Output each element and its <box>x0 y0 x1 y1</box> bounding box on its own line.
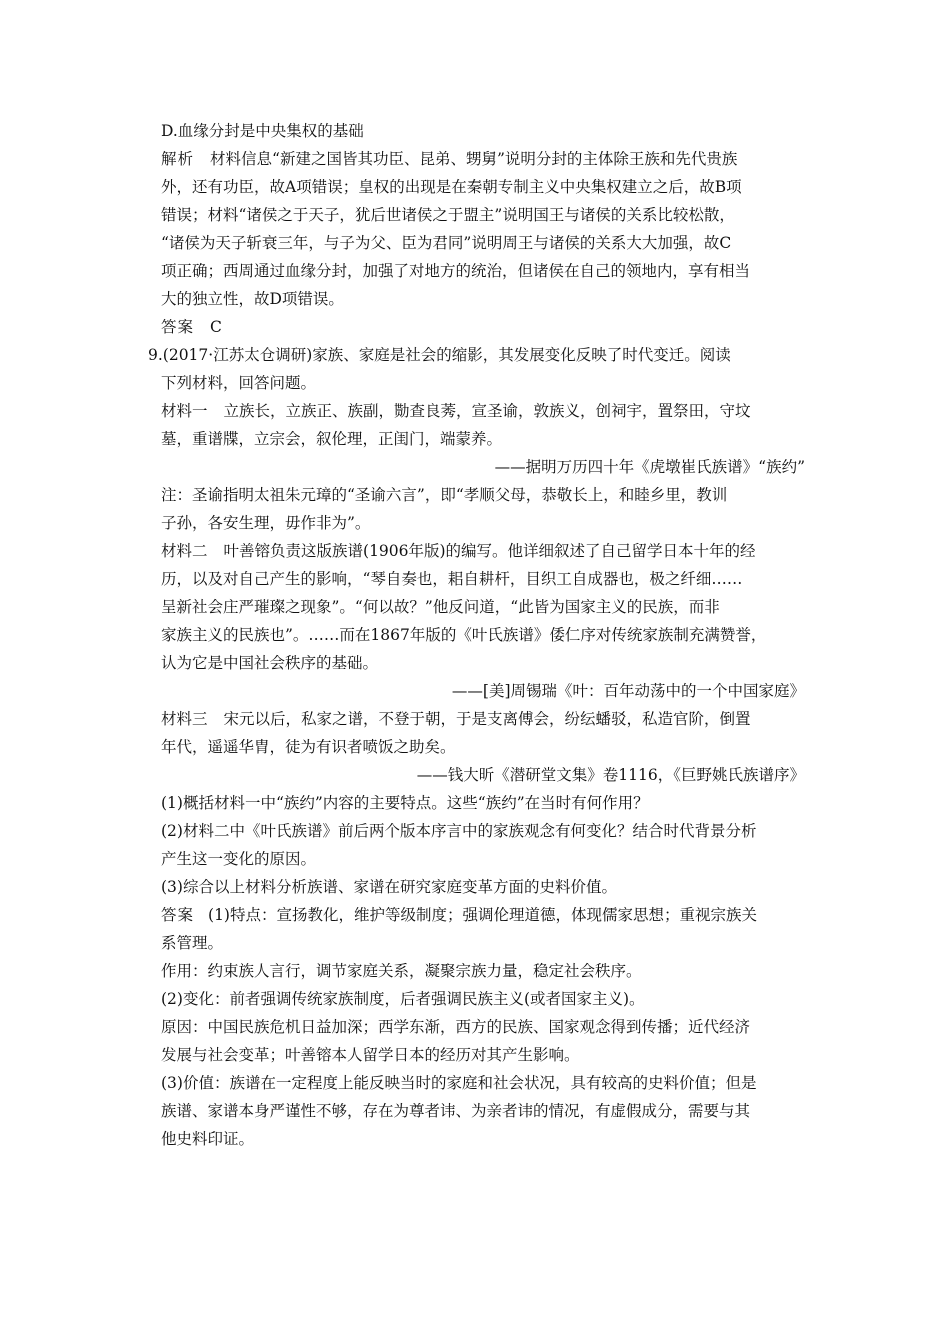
material-2-line-2: 历，以及对自己产生的影响，“琴自奏也，耜自耕杆，目织工自成器也，极之纤细…… <box>161 570 743 588</box>
analysis-line-4: “诸侯为天子斩衰三年，与子为父、臣为君同”说明周王与诸侯的关系大大加强，故C <box>161 234 732 252</box>
material-3-label: 材料三 <box>161 710 208 728</box>
material-2-label: 材料二 <box>161 542 208 560</box>
analysis-line-3: 错误；材料“诸侯之于天子，犹后世诸侯之于盟主”说明国王与诸侯的关系比较松散， <box>161 206 735 224</box>
answer-9-reason-line-2: 发展与社会变革；叶善镕本人留学日本的经历对其产生影响。 <box>161 1046 580 1064</box>
material-1-label: 材料一 <box>161 402 208 420</box>
sub-question-2-line-1: (2)材料二中《叶氏族谱》前后两个版本序言中的家族观念有何变化？结合时代背景分析 <box>161 822 757 840</box>
question-9-line-1: 9.(2017·江苏太仓调研)家族、家庭是社会的缩影，其发展变化反映了时代变迁。阅读 <box>148 346 731 364</box>
note-line-2: 子孙，各安生理，毋作非为”。 <box>161 514 371 532</box>
material-1-line-2: 墓，重谱牒，立宗会，叙伦理，正闺门，端蒙养。 <box>161 430 503 448</box>
analysis-line-1: 解析 材料信息“新建之国皆其功臣、昆弟、甥舅”说明分封的主体除王族和先代贵族 <box>161 150 738 168</box>
material-1-source: ——据明万历四十年《虎墩崔氏族谱》“族约” <box>494 458 805 476</box>
analysis-line-6: 大的独立性，故D项错误。 <box>161 290 344 308</box>
material-2-source: ——[美]周锡瑞《叶：百年动荡中的一个中国家庭》 <box>451 682 805 700</box>
answer-value: C <box>210 318 222 336</box>
note-line-1: 注：圣谕指明太祖朱元璋的“圣谕六言”，即“孝顺父母，恭敬长上，和睦乡里，教训 <box>161 486 728 504</box>
material-2-line-1: 材料二 叶善镕负责这版族谱(1906年版)的编写。他详细叙述了自己留学日本十年的经 <box>161 542 756 560</box>
material-3-line-1: 材料三 宋元以后，私家之谱，不登于朝，于是支离傅会，纷纭蟠驳，私造官阶，倒置 <box>161 710 751 728</box>
analysis-line-2: 外，还有功臣，故A项错误；皇权的出现是在秦朝专制主义中央集权建立之后，故B项 <box>161 178 742 196</box>
material-3-source: ——钱大昕《潜研堂文集》卷1116，《巨野姚氏族谱序》 <box>416 766 805 784</box>
analysis-line-5: 项正确；西周通过血缘分封，加强了对地方的统治，但诸侯在自己的领地内，享有相当 <box>161 262 751 280</box>
answer-9-effect: 作用：约束族人言行，调节家庭关系，凝聚宗族力量，稳定社会秩序。 <box>161 962 642 980</box>
answer-9-value-line-1: (3)价值：族谱在一定程度上能反映当时的家庭和社会状况，具有较高的史料价值；但是 <box>161 1074 757 1092</box>
answer-label: 答案 <box>161 318 195 336</box>
material-2-line-5: 认为它是中国社会秩序的基础。 <box>161 654 379 672</box>
answer-9-line-1: 答案 (1)特点：宣扬教化，维护等级制度；强调伦理道德，体现儒家思想；重视宗族关 <box>161 906 757 924</box>
answer-9-value-line-3: 他史料印证。 <box>161 1130 255 1148</box>
analysis-label: 解析 <box>161 150 195 168</box>
material-1-line-1: 材料一 立族长，立族正、族副，勚查良莠，宣圣谕，敦族义，创祠宇，置祭田，守坟 <box>161 402 751 420</box>
sub-question-1: (1)概括材料一中“族约”内容的主要特点。这些“族约”在当时有何作用？ <box>161 794 649 812</box>
question-9-line-2: 下列材料，回答问题。 <box>161 374 317 392</box>
answer-8 <box>161 316 222 338</box>
sub-question-3: (3)综合以上材料分析族谱、家谱在研究家庭变革方面的史料价值。 <box>161 878 617 896</box>
material-2-line-3: 呈新社会庄严璀璨之现象”。“何以故？”他反问道，“此皆为国家主义的民族，而非 <box>161 598 720 616</box>
material-3-line-2: 年代，遥遥华胄，徒为有识者喷饭之助矣。 <box>161 738 456 756</box>
answer-9-label: 答案 <box>161 906 195 924</box>
answer-9-change: (2)变化：前者强调传统家族制度，后者强调民族主义(或者国家主义)。 <box>161 990 645 1008</box>
answer-9-line-2: 系管理。 <box>161 934 224 952</box>
sub-question-2-line-2: 产生这一变化的原因。 <box>161 850 317 868</box>
option-d: D.血缘分封是中央集权的基础 <box>161 122 364 140</box>
answer-9-value-line-2: 族谱、家谱本身严谨性不够，存在为尊者讳、为亲者讳的情况，有虚假成分，需要与其 <box>161 1102 751 1120</box>
material-2-line-4: 家族主义的民族也”。……而在1867年版的《叶氏族谱》倭仁序对传统家族制充满赞誉， <box>161 626 767 644</box>
answer-9-reason-line-1: 原因：中国民族危机日益加深；西学东渐，西方的民族、国家观念得到传播；近代经济 <box>161 1018 751 1036</box>
